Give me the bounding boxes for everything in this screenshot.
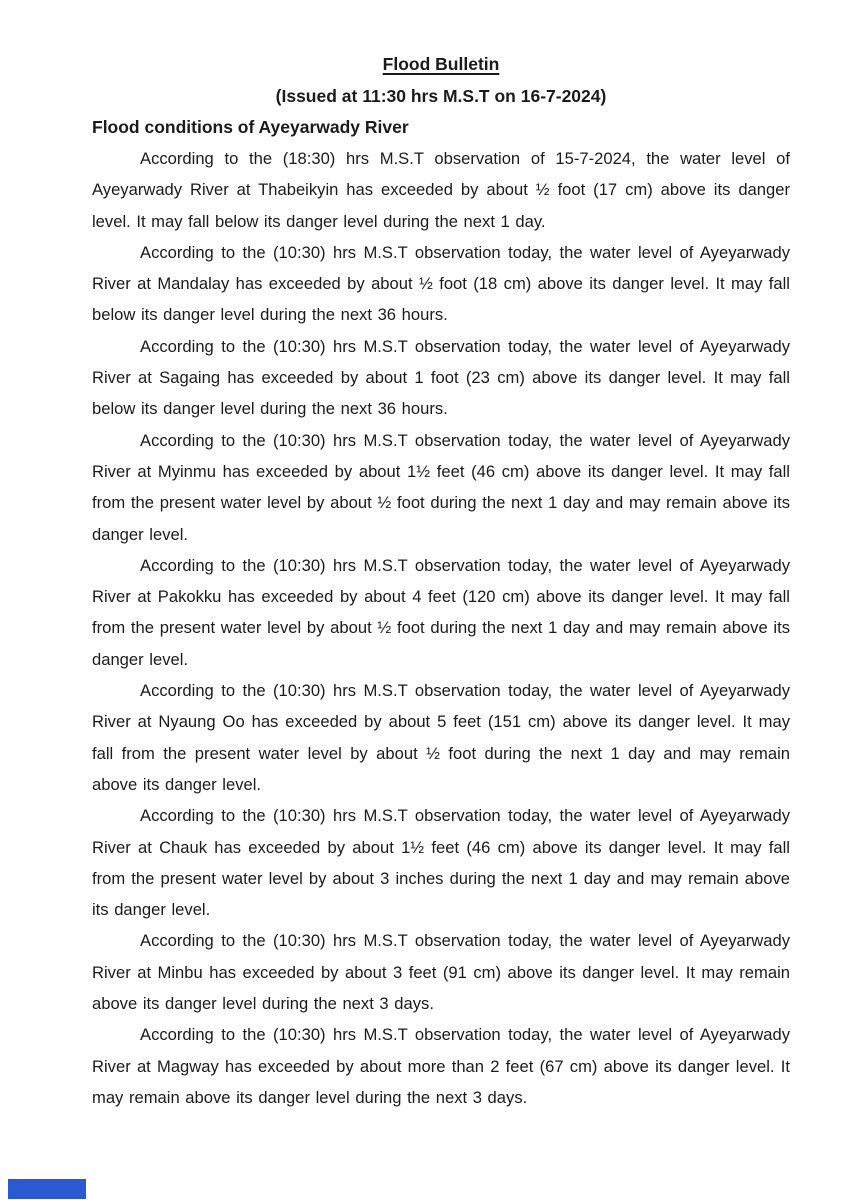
bulletin-paragraph: According to the (10:30) hrs M.S.T observation today, the water level of Ayeyarwady River at Nyaung Oo has exceeded by about 5 feet (151 cm) above its danger level. It may fall from the present water level by about ½ foot during the next 1 day and may remain above its danger level.	[92, 681, 790, 794]
bulletin-paragraph: According to the (10:30) hrs M.S.T observation today, the water level of Ayeyarwady River at Mandalay has exceeded by about ½ foot (18 cm) above its danger level. It may fall below its danger level during the next 36 hours.	[92, 242, 790, 325]
bulletin-content	[92, 49, 790, 1113]
paragraph-list	[92, 143, 790, 1113]
section-heading: Flood conditions of Ayeyarwady River	[92, 117, 409, 137]
page-title-text: Flood Bulletin	[382, 54, 500, 74]
bulletin-paragraph: According to the (10:30) hrs M.S.T observation today, the water level of Ayeyarwady River at Magway has exceeded by about more than 2 feet (67 cm) above its danger level. It may remain above its danger level during the next 3 days.	[92, 1025, 790, 1107]
footer-accent-bar	[8, 1179, 86, 1199]
page-title	[92, 49, 790, 80]
bulletin-paragraph: According to the (10:30) hrs M.S.T observation today, the water level of Ayeyarwady River at Pakokku has exceeded by about 4 feet (120 cm) above its danger level. It may fall from the present water level by about ½ foot during the next 1 day and may remain above its danger level.	[92, 555, 790, 669]
bulletin-paragraph: According to the (10:30) hrs M.S.T observation today, the water level of Ayeyarwady River at Sagaing has exceeded by about 1 foot (23 cm) above its danger level. It may fall below its danger level during the next 36 hours.	[92, 336, 790, 419]
bulletin-paragraph: According to the (10:30) hrs M.S.T observation today, the water level of Ayeyarwady River at Chauk has exceeded by about 1½ feet (46 cm) above its danger level. It may fall from the present water level by about 3 inches during the next 1 day and may remain above its danger level.	[92, 806, 790, 920]
bulletin-paragraph: According to the (18:30) hrs M.S.T observation of 15-7-2024, the water level of Ayeyarwady River at Thabeikyin has exceeded by about ½ foot (17 cm) above its danger level. It may fall below its danger level during the next 1 day.	[92, 149, 790, 231]
bulletin-paragraph: According to the (10:30) hrs M.S.T observation today, the water level of Ayeyarwady River at Minbu has exceeded by about 3 feet (91 cm) above its danger level. It may remain above its danger level during the next 3 days.	[92, 931, 790, 1014]
issue-timestamp: (Issued at 11:30 hrs M.S.T on 16-7-2024)	[275, 86, 607, 106]
bulletin-paragraph: According to the (10:30) hrs M.S.T observation today, the water level of Ayeyarwady River at Myinmu has exceeded by about 1½ feet (46 cm) above its danger level. It may fall from the present water level by about ½ foot during the next 1 day and may remain above its danger level.	[92, 430, 790, 544]
